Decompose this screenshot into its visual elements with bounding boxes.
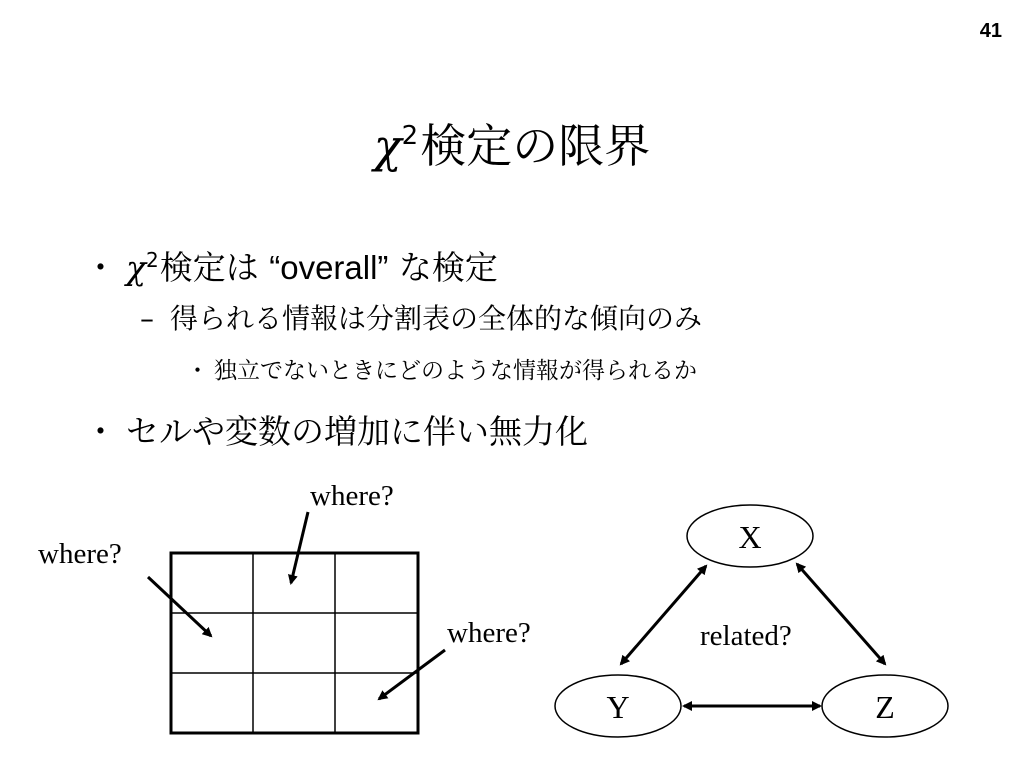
- edge-x-z: [797, 564, 885, 664]
- arrow-right: [379, 650, 445, 699]
- related-label: related?: [700, 620, 792, 652]
- sub-sub-bullet-text: 独立でないときにどのような情報が得られるか: [214, 358, 697, 384]
- bullet-marker: ・: [84, 412, 117, 451]
- slide-number: 41: [979, 20, 1002, 42]
- title-chi-symbol: χ: [373, 119, 402, 173]
- contingency-table: [171, 553, 418, 733]
- bullet-text-before: 検定は: [159, 248, 270, 287]
- bullet-marker: ・: [84, 248, 117, 287]
- title-text: 検定の限界: [420, 119, 651, 173]
- node-y-label: Y: [606, 689, 630, 725]
- bullet-text-after: な検定: [388, 248, 498, 287]
- relationship-graph: [555, 505, 948, 737]
- arrow-top: [291, 512, 308, 583]
- where-label-left: where?: [38, 538, 122, 570]
- node-z-label: Z: [875, 689, 895, 725]
- sub-bullet-marker: –: [140, 302, 154, 335]
- sub-sub-bullet-marker: ・: [186, 358, 209, 384]
- where-label-right: where?: [447, 617, 531, 649]
- edge-x-y: [621, 566, 706, 664]
- title-superscript: 2: [401, 121, 419, 151]
- bullet-chi-symbol: χ: [126, 248, 146, 287]
- bullet-text: セルや変数の増加に伴い無力化: [126, 412, 588, 451]
- arrow-left: [148, 577, 211, 636]
- sub-bullet-text: 得られる情報は分割表の全体的な傾向のみ: [170, 302, 703, 335]
- table-border: [171, 553, 418, 733]
- node-x-label: X: [738, 519, 762, 555]
- bullet-quote: “overall”: [269, 249, 389, 286]
- bullet-superscript: 2: [146, 248, 159, 272]
- where-label-top: where?: [310, 480, 394, 512]
